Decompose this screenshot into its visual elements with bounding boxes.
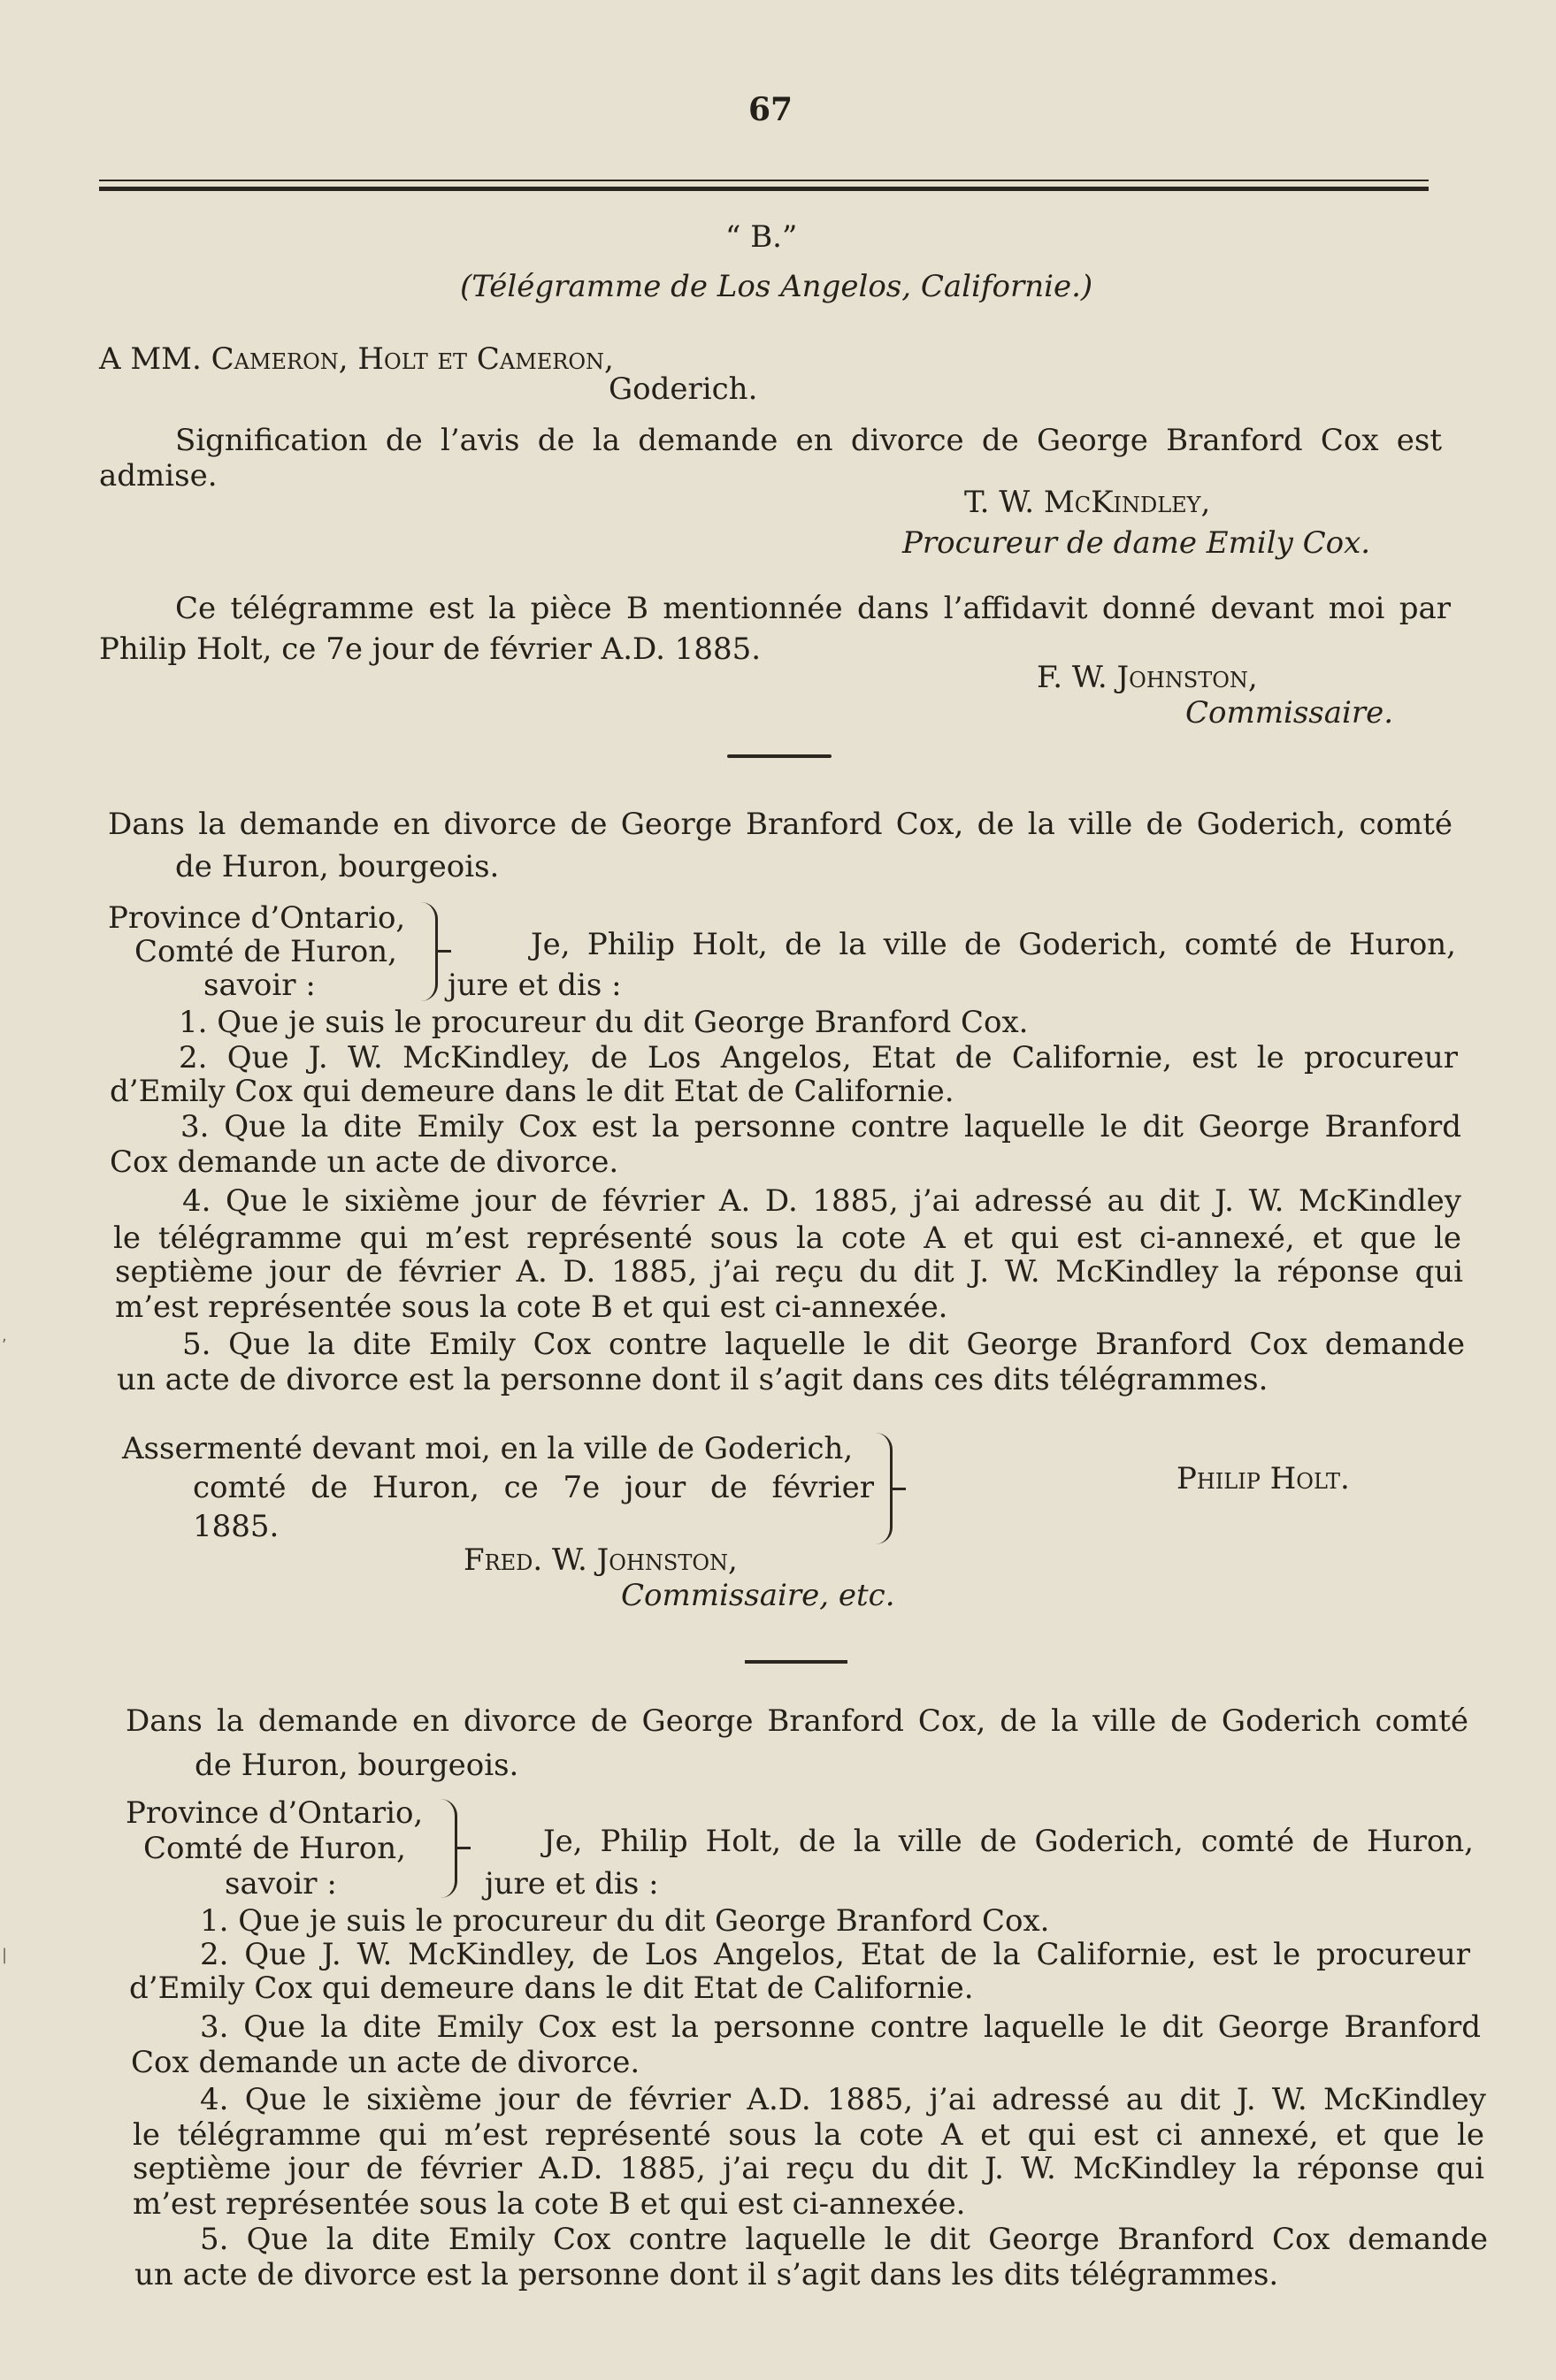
telegram-body-line2: admise.: [99, 458, 218, 494]
affidavit1-venue-brace-tip: [437, 950, 451, 953]
affidavit2-title-line1: Dans la demande en divorce de George Branford Cox, de la ville de Goderich comté: [126, 1703, 1468, 1739]
affidavit2-item-3-line1: 3. Que la dite Emily Cox est la personne contre laquelle le dit George Branford: [200, 2009, 1481, 2045]
affidavit1-item-4-line4: m’est représentée sous la cote B et qui est ci-annexée.: [115, 1289, 948, 1325]
affidavit1-item-4-line3: septième jour de février A. D. 1885, j’ai reçu du dit J. W. McKindley la réponse qui: [115, 1254, 1463, 1289]
affidavit1-venue-line3: savoir :: [203, 968, 316, 1003]
affidavit2-item-4-line2: le télégramme qui m’est représenté sous la cote A et qui est ci annexé, et que le: [133, 2117, 1484, 2153]
affidavit1-title-line2: de Huron, bourgeois.: [175, 849, 500, 884]
affidavit1-jurat-brace: [876, 1433, 893, 1544]
affidavit1-item-3-line1: 3. Que la dite Emily Cox est la personne contre laquelle le dit George Branford: [180, 1109, 1461, 1144]
affidavit1-jurat-line3: 1885.: [193, 1509, 280, 1544]
affidavit2-item-5-line1: 5. Que la dite Emily Cox contre laquelle le dit George Branford Cox demande: [200, 2222, 1488, 2257]
affidavit1-item-3-line2: Cox demande un acte de divorce.: [110, 1144, 619, 1180]
affidavit1-item-2-line1: 2. Que J. W. McKindley, de Los Angelos, Etat de Californie, est le procureur: [179, 1040, 1458, 1075]
affidavit1-venue-brace: [421, 902, 438, 1001]
affidavit2-item-1-line1: 1. Que je suis le procureur du dit George Branford Cox.: [200, 1903, 1050, 1939]
affidavit1-jurat-line1: Assermenté devant moi, en la ville de Goderich,: [122, 1431, 854, 1466]
telegram-signer-role: Procureur de dame Emily Cox.: [902, 525, 1371, 561]
affidavit1-item-4-line1: 4. Que le sixième jour de février A. D. 1885, j’ai adressé au dit J. W. McKindley: [182, 1183, 1461, 1219]
affidavit1-item-5-line1: 5. Que la dite Emily Cox contre laquelle le dit George Branford Cox demande: [182, 1327, 1465, 1362]
affidavit1-oath-line2: jure et dis :: [448, 968, 622, 1003]
telegram-subheading: (Télégramme de Los Angelos, Californie.): [460, 269, 1093, 304]
affidavit1-item-2-line2: d’Emily Cox qui demeure dans le dit Etat de Californie.: [110, 1074, 954, 1109]
affidavit2-title-line2: de Huron, bourgeois.: [195, 1748, 519, 1783]
affidavit2-venue-line2: Comté de Huron,: [143, 1831, 406, 1866]
affidavit1-commissioner-name: Fred. W. Johnston,: [464, 1542, 738, 1578]
affidavit2-venue-line1: Province d’Ontario,: [126, 1795, 424, 1831]
affidavit1-deponent: Philip Holt.: [1177, 1461, 1350, 1496]
affidavit1-commissioner-role: Commissaire, etc.: [621, 1578, 895, 1613]
affidavit1-item-1-line1: 1. Que je suis le procureur du dit George Branford Cox.: [179, 1005, 1029, 1040]
header-rule-thick: [99, 187, 1429, 191]
certification-signer-role: Commissaire.: [1185, 695, 1394, 731]
left-margin-mark-2: |: [2, 1946, 8, 1964]
affidavit2-item-2-line2: d’Emily Cox qui demeure dans le dit Etat de Californie.: [129, 1971, 974, 2006]
certification-line1: Ce télégramme est la pièce B mentionnée dans l’affidavit donné devant moi par: [175, 591, 1451, 626]
affidavit2-item-4-line3: septième jour de février A.D. 1885, j’ai reçu du dit J. W. McKindley la réponse qui: [133, 2151, 1484, 2186]
telegram-address-line1: A MM. Cameron, Holt et Cameron,: [99, 341, 614, 377]
left-margin-mark-1: ,: [2, 1327, 7, 1345]
header-rule-thin: [99, 180, 1429, 181]
affidavit1-item-4-line2: le télégramme qui m’est représenté sous la cote A et qui est ci-annexé, et que le: [113, 1221, 1461, 1256]
affidavit1-venue-line2: Comté de Huron,: [134, 934, 397, 969]
telegram-body-line1: Signification de l’avis de la demande en divorce de George Branford Cox est: [175, 423, 1442, 458]
affidavit1-title-line1: Dans la demande en divorce de George Branford Cox, de la ville de Goderich, comté: [108, 807, 1453, 842]
section-divider: [745, 1660, 847, 1664]
telegram-signer-name: T. W. McKindley,: [964, 485, 1211, 520]
affidavit1-oath-line1: Je, Philip Holt, de la ville de Goderich, comté de Huron,: [531, 927, 1456, 962]
affidavit1-jurat-brace-tip: [892, 1488, 906, 1490]
affidavit1-item-5-line2: un acte de divorce est la personne dont il s’agit dans ces dits télégrammes.: [117, 1362, 1269, 1397]
certification-signer-name: F. W. Johnston,: [1037, 660, 1258, 695]
affidavit2-venue-brace-tip: [456, 1847, 471, 1849]
telegram-address-line2: Goderich.: [609, 371, 758, 407]
affidavit1-jurat-line2: comté de Huron, ce 7e jour de février: [193, 1470, 874, 1505]
affidavit2-oath-line2: jure et dis :: [485, 1866, 659, 1902]
affidavit1-venue-line1: Province d’Ontario,: [108, 900, 406, 936]
affidavit2-item-3-line2: Cox demande un acte de divorce.: [131, 2045, 640, 2080]
ornament-divider: [727, 754, 832, 758]
affidavit2-venue-brace: [441, 1799, 457, 1898]
affidavit2-item-5-line2: un acte de divorce est la personne dont il s’agit dans les dits télégrammes.: [134, 2257, 1279, 2292]
affidavit2-item-4-line4: m’est représentée sous la cote B et qui est ci-annexée.: [133, 2186, 966, 2222]
affidavit2-item-2-line1: 2. Que J. W. McKindley, de Los Angelos, Etat de la Californie, est le procureur: [200, 1937, 1470, 1972]
telegram-heading: “ B.”: [725, 219, 798, 255]
affidavit2-item-4-line1: 4. Que le sixième jour de février A.D. 1885, j’ai adressé au dit J. W. McKindley: [200, 2082, 1486, 2117]
certification-line2: Philip Holt, ce 7e jour de février A.D. 1885.: [99, 631, 762, 667]
affidavit2-oath-line1: Je, Philip Holt, de la ville de Goderich, comté de Huron,: [543, 1824, 1474, 1859]
affidavit2-venue-line3: savoir :: [225, 1866, 337, 1902]
page-number: 67: [748, 91, 793, 128]
